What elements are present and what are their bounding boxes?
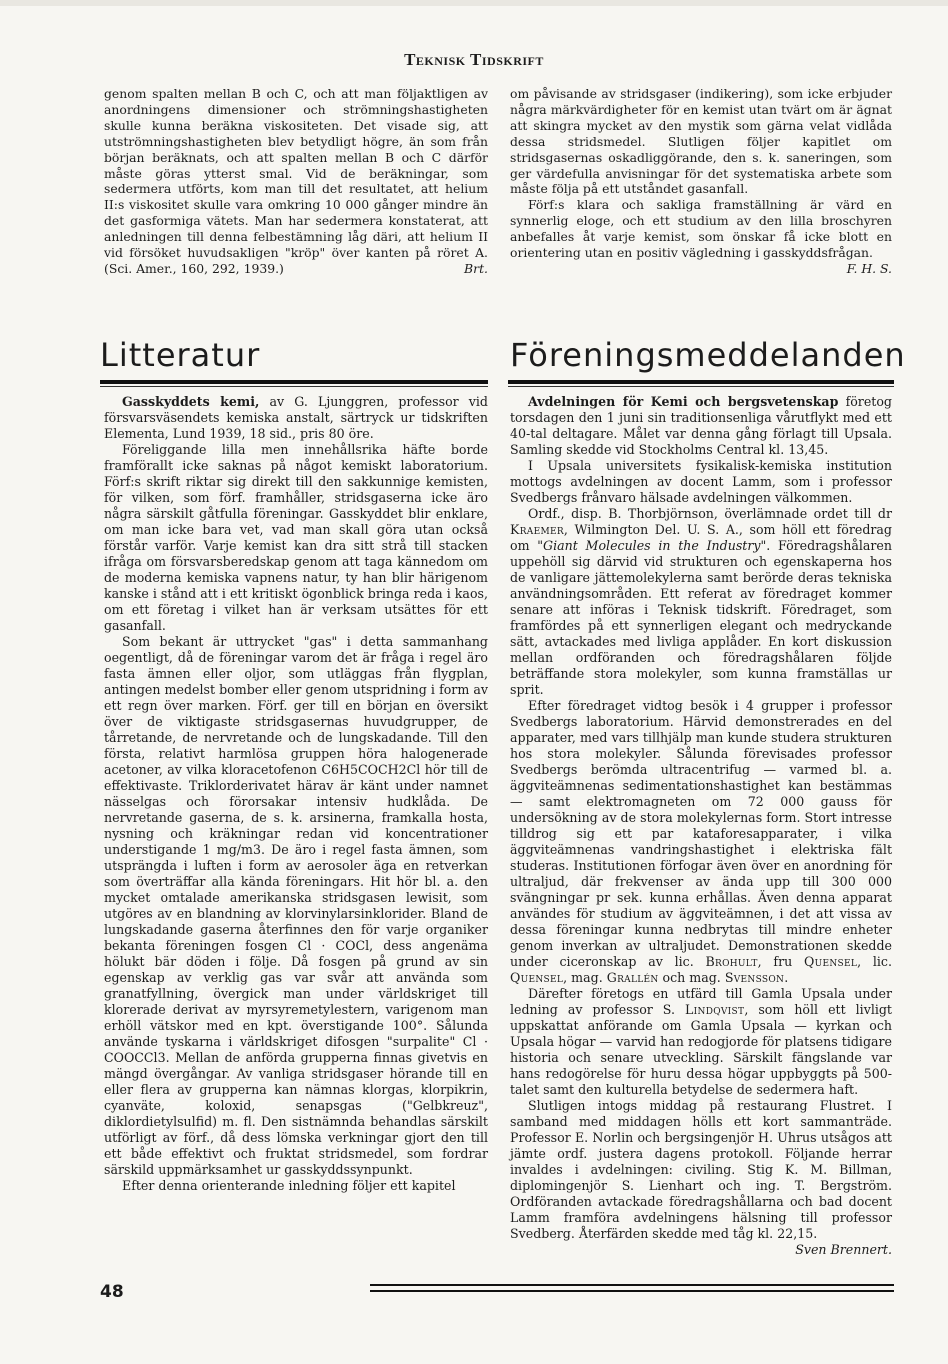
left-top-body: genom spalten mellan B och C, och att man följaktligen av anordningens dimensioner och strömningshastigheten skulle kunna beräkna viskositeten. Det visade sig, att utströmningshastigheten blev betydligt högre, än som från början beräknats, och att spalten mellan B och C därför måste göras ytterst smal. Vid de beräkningar, som sedermera utförts, kom man till det resultatet, att helium II:s viskositet skulle vara omkring 10 000 gånger mindre än det gasformiga vätets. Man har sedermera konstaterat, att anledningen till denna felbestämning låg däri, att helium II vid försöket huvudsakligen "kröp" över kanten på röret A. (Sci. Amer., 160, 292, 1939.) (104, 86, 488, 276)
signature-brt: Brt. (464, 260, 488, 276)
foreningar-p5: Slutligen intogs middag på restaurang Flustret. I samband med middagen hölls ett kort sammanträde. Professor E. Norlin och bergsingenjör H. Uhrus utsågos att jämte ordf. justera dagens protokoll. Följande herrar invaldes i avdelningen: civiling. Stig K. M. Billman, diplomingenjör S. Lienhart och ing. T. Bergström. Ordföranden avtackade föredragshållarna och bad docent Lamm framföra avdelningens hälsning till professor Svedberg. Återfärden skedde med tåg kl. 22,15. (510, 1098, 892, 1241)
p2-part-b: , Wilmington Del. U. S. A., som höll ett föredrag om (510, 522, 892, 553)
name-quensel-1: Quensel (803, 954, 858, 969)
name-svensson: Svensson (724, 970, 785, 985)
signature-brennert: Sven Brennert. (795, 1242, 892, 1257)
foreningar-article (510, 394, 892, 1258)
page-edge (0, 0, 948, 6)
foreningar-intro-rest: företog torsdagen den 1 juni sin traditionsenliga vårutflykt med ett 40-tal deltagare. Målet var denna gång förlagt till Upsala. Samling skedde vid Stockholms Central kl. 13,45. (510, 394, 892, 457)
foreningar-p1: I Upsala universitets fysikalisk-kemiska institution mottogs avdelningen av docent Lamm, som i professor Svedbergs frånvaro hälsade avdelningen välkommen. (510, 458, 892, 505)
book-title: Gasskyddets kemi, (122, 394, 260, 409)
litteratur-intro (104, 394, 488, 442)
name-quensel-2: Quensel (510, 970, 564, 985)
foreningar-rule-thick (508, 380, 894, 384)
foreningar-p4 (510, 986, 892, 1098)
litteratur-rule-thick (100, 380, 488, 384)
p3-part-d: , mag. (563, 970, 607, 985)
litteratur-article (104, 394, 488, 1194)
left-top-text (104, 86, 488, 277)
name-lindqvist: Lindqvist (685, 1002, 745, 1017)
foreningar-intro (510, 394, 892, 458)
bottom-rule-2 (370, 1290, 894, 1292)
bottom-rule-1 (370, 1284, 894, 1286)
litteratur-p2: Som bekant är uttrycket "gas" i detta sammanhang oegentligt, då de föreningar varom det är fråga i regel äro fasta ämnen eller oljor, som utläggas från flygplan, antingen medelst bomber eller genom utspridning i form av ett regn över marken. Förf. ger till en början en översikt över de viktigaste stridsgasernas huvudgrupper, de tårretande, de nervretande och de lungskadande. Till den första, relativt harmlösa gruppen höra halogenerade acetoner, av vilka kloracetofenon C6H5COCH2Cl hör till de effektivaste. Triklorderivatet härav är känt under namnet nässelgas och förorsakar intensiv hudklåda. De nervretande gaserna, de s. k. arsinerna, framkalla hosta, nysning och kräkningar redan vid koncentrationer understigande 1 mg/m3. De äro i regel fasta ämnen, som utsprängda i luften i form av aerosoler äga en retverkan som överträffar alla kända föreningars. Hit hör bl. a. den mycket omtalade amerikanska stridsgasen lewisit, som utgöres av en blandning av klorvinylarsinklorider. Bland de lungskadande gaserna återfinnes den för varje organiker bekanta föreningen fosgen Cl · COCl, dess angenäma hölukt bär döden i följe. Då fosgen på grund av sin egenskap av verklig gas var svår att använda som granatfyllning, övergick man under världskriget till klorerade derivat av myrsyremetylestern, varigenom man erhöll vätskor med en kpt. överstigande 100°. Sålunda använde tyskarna i världskriget difosgen "surpalite" Cl · COOCCl3. Mellan de anförda grupperna finnas givetvis en mängd övergångar. Av vanliga stridsgaser hörande till en eller flera av grupperna kan nämnas klorgas, klorpikrin, cyanväte, koloxid, senapsgas ("Gelbkreuz", diklordietylsulfid) m. fl. Den sistnämnda behandlas särskilt utförligt av förf., då dess lömska verkningar gjort den till ett både effektivt och fruktat stridsmedel, som fordrar särskild uppmärksamhet ur gasskyddssynpunkt. (104, 634, 488, 1177)
lecture-title: "Giant Molecules in the Industry" (537, 538, 767, 553)
p4-part-b: , som höll ett livligt uppskattat anförande om Gamla Upsala — kyrkan och Upsala högar — varvid han redogjorde för platsens tidigare historia och senare utveckling. Särskilt fängslande var hans redogörelse för huru dessa högar uppbyggts på 500-talet samt den kulturella betydelse de sedermera haft. (510, 1002, 892, 1097)
name-brohult: Brohult (705, 954, 758, 969)
p2-part-c: . Föredragshålaren uppehöll sig därvid vid strukturen och egenskaperna hos de vanligare jättemolekylerna samt berörde deras tekniska användningsområden. Ett referat av föredraget kommer senare att införas i Teknisk tidskrift. Föredraget, som framfördes på ett synnerligen elegant och medryckande sätt, avtackades med livliga applåder. En kort diskussion mellan ordföranden och föredragshålaren följde beträffande stora molekyler, som kunna framställas ur sprit. (510, 538, 892, 697)
p3-part-e: och mag. (658, 970, 725, 985)
foreningar-p2 (510, 506, 892, 698)
left-top-article (104, 86, 488, 277)
name-grallen: Grallén (606, 970, 659, 985)
p3-part-c: , lic. (857, 954, 892, 969)
right-top-p2-body: Förf:s klara och sakliga framställning är värd en synnerlig eloge, och ett studium av den lilla broschyren anbefalles åt varje kemist, som önskar få icke blott en orientering utan en positiv vägledning i gasskyddsfrågan. (510, 197, 892, 261)
foreningar-p3 (510, 698, 892, 986)
avdelning-name: Avdelningen för Kemi och bergsvetenskap (528, 394, 839, 409)
book-details: av G. Ljunggren, professor vid försvarsväsendets kemiska anstalt, särtryck ur tidskriften Elementa, Lund 1939, 18 sid., pris 80 öre. (104, 394, 488, 441)
signature-fhs: F. H. S. (846, 260, 892, 276)
name-kraemer: Kraemer (510, 522, 564, 537)
right-top-article (510, 86, 892, 277)
right-top-p2 (510, 197, 892, 276)
litteratur-title: Litteratur (100, 336, 261, 374)
right-top-p1: om påvisande av stridsgaser (indikering), som icke erbjuder några märkvärdigheter för en kemist utan tvärt om är ägnat att skingra mycket av den mystik som gärna velat vidlåda dessa stridsmedel. Slutligen följer kapitlet om stridsgasernas oskadliggörande, den s. k. saneringen, som ger värdefulla anvisningar för det systematiska arbete som måste följa på ett utståndet gasanfall. (510, 86, 892, 197)
foreningar-rule-thin (508, 386, 894, 387)
litteratur-rule-thin (100, 386, 488, 387)
journal-header: Teknisk Tidskrift (404, 50, 544, 69)
litteratur-p1: Föreliggande lilla men innehållsrika häfte borde framförallt icke saknas på något kemiskt laboratorium. Förf:s skrift riktar sig direkt till den sakkunnige kemisten, för vilken, som förf. framhåller, stridsgaserna icke äro några särskilt gåtfulla föreningar. Gasskyddet blir enklare, om man icke bara vet, vad man skall göra utan också förstår varför. Varje kemist kan dra sitt strå till stacken ifråga om försvarsberedskap genom att taga kännedom om de moderna kemiska vapnens natur, ty han blir härigenom kanske i stånd att i ett kritiskt ögonblick bringa reda i kaos, om ett företag i vilket han är verksam utsättes för ett gasanfall. (104, 442, 488, 633)
p2-part-a: Ordf., disp. B. Thorbjörnson, överlämnade ordet till dr (528, 506, 892, 521)
foreningsmeddelanden-title: Föreningsmeddelanden (510, 336, 906, 374)
litteratur-p3: Efter denna orienterande inledning följer ett kapitel (122, 1178, 456, 1193)
page-number: 48 (100, 1282, 124, 1302)
p3-part-a: Efter föredraget vidtog besök i 4 grupper i professor Svedbergs laboratorium. Härvid demonstrerades en del apparater, med vars tillhjälp man kunde studera strukturen hos stora molekyler. Sålunda förevisades professor Svedbergs berömda ultracentrifug — varmed bl. a. äggviteämnenas sedimentationshastighet kan bestämmas — samt elektromagneten om 72 000 gauss för undersökning av de stora molekylernas form. Stort intresse tilldrog sig ett par kataforesapparater, i vilka äggviteämnenas vandringshastighet i elektriska fält studeras. Institutionen förfogar även över en anordning för ultraljud, där frekvenser av ända upp till 300 000 svängningar pr sek. kunna erhållas. Även denna apparat användes för studium av äggviteämnen, i det att vissa av dessa föreningar kunna nedbrytas till mindre enheter genom inverkan av ultraljudet. Demonstrationen skedde under ciceronskap av lic. (510, 698, 892, 969)
p4-part-a: Därefter företogs en utfärd till Gamla Upsala under ledning av professor S. (510, 986, 892, 1017)
p3-part-f: . (784, 970, 789, 985)
p3-part-b: , fru (757, 954, 804, 969)
